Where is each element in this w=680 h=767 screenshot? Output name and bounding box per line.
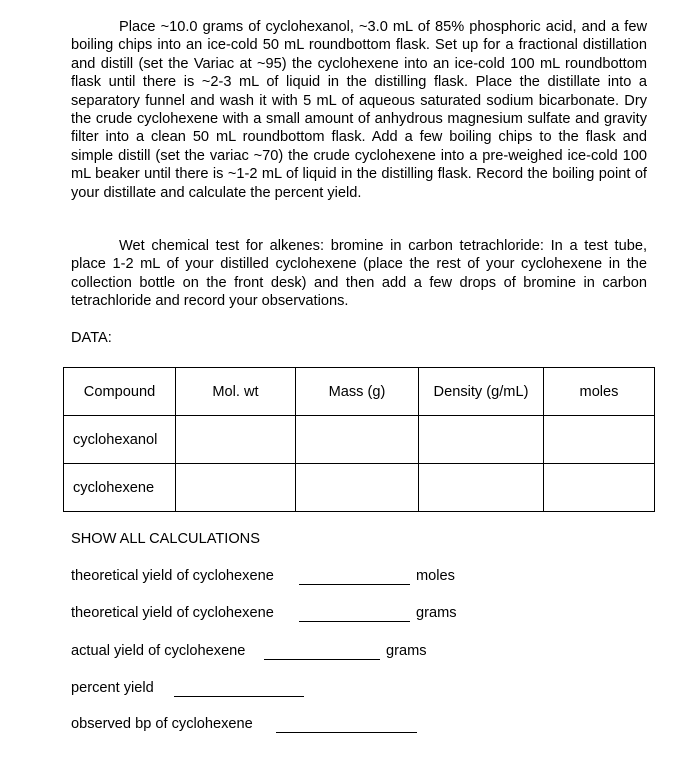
answer-blank[interactable] <box>174 696 304 697</box>
header-moles: moles <box>544 368 655 416</box>
header-compound: Compound <box>64 368 176 416</box>
calc-label: theoretical yield of cyclohexene <box>71 605 274 621</box>
calc-label: observed bp of cyclohexene <box>71 716 253 732</box>
table-row <box>64 416 655 464</box>
density-cell[interactable] <box>419 464 544 512</box>
data-table <box>63 367 655 512</box>
density-cell[interactable] <box>419 416 544 464</box>
answer-blank[interactable] <box>264 659 380 660</box>
answer-blank[interactable] <box>276 732 417 733</box>
moles-cell[interactable] <box>544 464 655 512</box>
mol-wt-cell[interactable] <box>176 416 296 464</box>
table-header-row <box>64 368 655 416</box>
calc-unit: grams <box>386 643 427 659</box>
mass-cell[interactable] <box>296 416 419 464</box>
row-compound-name: cyclohexanol <box>64 416 176 464</box>
table-row <box>64 464 655 512</box>
calc-label: theoretical yield of cyclohexene <box>71 568 274 584</box>
answer-blank[interactable] <box>299 584 410 585</box>
data-label: DATA: <box>71 330 112 346</box>
moles-cell[interactable] <box>544 416 655 464</box>
calc-unit: grams <box>416 605 457 621</box>
mol-wt-cell[interactable] <box>176 464 296 512</box>
header-mol-wt: Mol. wt <box>176 368 296 416</box>
procedure-paragraph: Place ~10.0 grams of cyclohexanol, ~3.0 mL of 85% phosphoric acid, and a few boiling chips into an ice-cold 50 mL roundbottom flask. Set up for a fractional distillation and distill (set the Variac at ~95) the cyclohexene into an ice-cold 100 mL roundbottom flask until there is ~2-3 mL of liquid in the distilling flask. Place the distillate into a separatory funnel and wash it with 5 mL of aqueous saturated sodium bicarbonate. Dry the crude cyclohexene with a small amount of anhydrous magnesium sulfate and gravity filter into a clean 50 mL roundbottom flask. Add a few boiling chips to the flask and simple distill (set the variac ~70) the crude cyclohexene into a pre-weighed ice-cold 100 mL beaker until there is ~1-2 mL of liquid in the distilling flask. Record the boiling point of your distillate and calculate the percent yield. <box>71 19 647 201</box>
mass-cell[interactable] <box>296 464 419 512</box>
calc-label: actual yield of cyclohexene <box>71 643 246 659</box>
wet-test-paragraph: Wet chemical test for alkenes: bromine in carbon tetrachloride: In a test tube, place 1-2 mL of your distilled cyclohexene (place the rest of your cyclohexene in the collection bottle on the front desk) and then add a few drops of bromine in carbon tetrachloride and record your observations. <box>71 238 647 310</box>
header-mass: Mass (g) <box>296 368 419 416</box>
row-compound-name: cyclohexene <box>64 464 176 512</box>
header-density: Density (g/mL) <box>419 368 544 416</box>
calc-unit: moles <box>416 568 455 584</box>
answer-blank[interactable] <box>299 621 410 622</box>
calc-label: percent yield <box>71 680 154 696</box>
calculations-heading: SHOW ALL CALCULATIONS <box>71 531 260 547</box>
